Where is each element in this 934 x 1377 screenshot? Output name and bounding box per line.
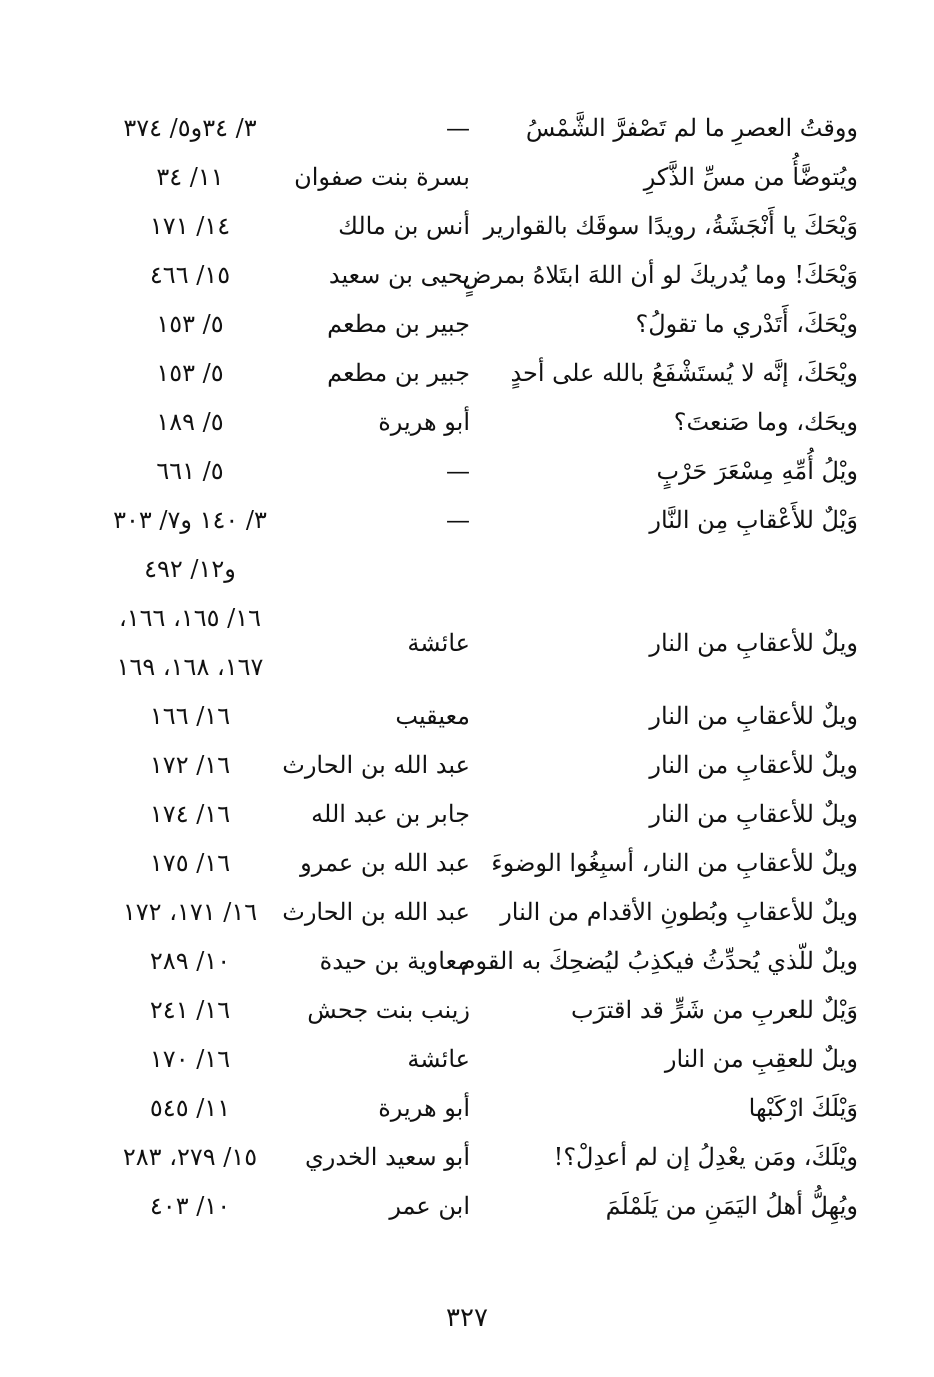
- index-row: [90, 153, 870, 202]
- narrator: جبير بن مطعم: [327, 359, 470, 387]
- hadith-phrase: ويحَك، وما صَنعتَ؟: [673, 408, 858, 436]
- hadith-phrase: ويلٌ للأعقابِ من النار، أسبِغُوا الوضوءَ: [491, 849, 858, 877]
- index-row: [90, 741, 870, 790]
- narrator: أبو هريرة: [378, 408, 470, 436]
- index-row: [90, 447, 870, 496]
- hadith-phrase: ووقتُ العصرِ ما لم تَصْفرَّ الشَّمْسُ: [525, 114, 858, 142]
- page-number: ٣٢٧: [446, 1303, 488, 1333]
- volume-page-ref-continued: ١٦٧، ١٦٨، ١٦٩: [116, 653, 264, 681]
- narrator: عبد الله بن عمرو: [300, 849, 470, 877]
- narrator: أنس بن مالك: [338, 212, 470, 240]
- index-row: [90, 300, 870, 349]
- narrator: أبو هريرة: [378, 1094, 470, 1122]
- narrator: جابر بن عبد الله: [311, 800, 470, 828]
- volume-page-ref: ١٦/ ١٧٢: [149, 751, 231, 779]
- narrator: بسرة بنت صفوان: [294, 163, 470, 191]
- index-row: [90, 888, 870, 937]
- hadith-phrase: ويْلَكَ، ومَن يعْدِلُ إن لم أعدِلْ؟!: [553, 1143, 858, 1171]
- hadith-phrase: وَيْلَكَ ارْكَبْها: [748, 1094, 858, 1122]
- volume-page-ref: ٥/ ١٨٩: [156, 408, 224, 436]
- hadith-phrase: وَيْلٌ للعربِ من شَرٍّ قد اقترَب: [570, 996, 858, 1024]
- volume-page-ref: ١٦/ ١٧٤: [149, 800, 231, 828]
- volume-page-ref: ١٦/ ١٧١، ١٧٢: [122, 898, 258, 926]
- narrator: ابن عمر: [389, 1192, 470, 1220]
- index-row: [90, 986, 870, 1035]
- index-row: [90, 937, 870, 986]
- hadith-phrase: ويلٌ للأعقابِ من النار: [649, 751, 858, 779]
- narrator: أبو سعيد الخدري: [305, 1143, 470, 1171]
- hadith-phrase: وَيْحَكَ يا أَنْجَشَةُ، رويدًا سوقَك بالقوارير: [483, 212, 858, 240]
- volume-page-ref: ١٦/ ٢٤١: [149, 996, 231, 1024]
- index-row: [90, 692, 870, 741]
- volume-page-ref: ١٥/ ٢٧٩، ٢٨٣: [122, 1143, 258, 1171]
- index-row: [90, 349, 870, 398]
- hadith-phrase: ويلٌ للأعقابِ وبُطونِ الأقدام من النار: [500, 898, 858, 926]
- narrator: معيقيب: [395, 702, 470, 730]
- hadith-index-table: [90, 104, 870, 1231]
- hadith-phrase: ويْلُ أُمِّهِ مِسْعَرَ حَرْبٍ: [656, 457, 858, 485]
- volume-page-ref: ٥/ ١٥٣: [156, 359, 224, 387]
- volume-page-ref: ٥/ ١٥٣: [156, 310, 224, 338]
- hadith-phrase: ويُتوضَّأُ من مسِّ الذَّكرِ: [643, 163, 858, 191]
- narrator: يحيى بن سعيد: [328, 261, 470, 289]
- hadith-phrase: وَيْلٌ للأَعْقابِ مِن النَّار: [649, 506, 858, 534]
- index-row: [90, 1084, 870, 1133]
- volume-page-ref: ١١/ ٣٤: [156, 163, 224, 191]
- index-row: [90, 1133, 870, 1182]
- index-row: [90, 839, 870, 888]
- volume-page-ref: ٣/ ١٤٠ و٧/ ٣٠٣: [113, 506, 267, 534]
- volume-page-ref: ١٥/ ٤٦٦: [149, 261, 231, 289]
- narrator: عبد الله بن الحارث: [282, 898, 470, 926]
- narrator: عائشة: [407, 1045, 470, 1073]
- narrator: عائشة: [407, 629, 470, 657]
- volume-page-ref: ١٠/ ٢٨٩: [149, 947, 231, 975]
- hadith-phrase: ويلٌ للّذي يُحدِّثُ فيكذِبُ ليُضحِكَ به القوم: [460, 947, 858, 975]
- index-row: [90, 104, 870, 153]
- index-row-continuation: [90, 545, 870, 594]
- narrator: —: [446, 457, 470, 485]
- narrator: معاوية بن حيدة: [319, 947, 470, 975]
- hadith-phrase: ويْحَكَ، إنَّه لا يُستَشْفَعُ بالله على أحدٍ: [510, 359, 858, 387]
- index-row: [90, 251, 870, 300]
- index-row: [90, 398, 870, 447]
- volume-page-ref-continued: و١٢/ ٤٩٢: [144, 555, 236, 583]
- hadith-phrase: ويلٌ للعقِبِ من النار: [664, 1045, 858, 1073]
- volume-page-ref: ١١/ ٥٤٥: [149, 1094, 231, 1122]
- index-row: [90, 1182, 870, 1231]
- index-row: [90, 1035, 870, 1084]
- volume-page-ref: ١٦/ ١٦٦: [149, 702, 231, 730]
- volume-page-ref: ١٠/ ٤٠٣: [149, 1192, 231, 1220]
- index-row: [90, 202, 870, 251]
- hadith-phrase: وَيْحَكَ! وما يُدريكَ لو أن اللهَ ابتَلاهُ بمرضٍ: [462, 261, 858, 289]
- index-row: [90, 594, 870, 657]
- narrator: جبير بن مطعم: [327, 310, 470, 338]
- volume-page-ref: ١٦/ ١٧٠: [149, 1045, 231, 1073]
- volume-page-ref: ١٤/ ١٧١: [149, 212, 231, 240]
- volume-page-ref: ١٦/ ١٦٥، ١٦٦،: [119, 604, 261, 632]
- hadith-phrase: ويلٌ للأعقابِ من النار: [649, 800, 858, 828]
- narrator: زينب بنت جحش: [307, 996, 470, 1024]
- hadith-phrase: ويُهِلُّ أهلُ اليَمَنِ من يَلَمْلَمَ: [605, 1192, 858, 1220]
- hadith-phrase: ويلٌ للأعقابِ من النار: [649, 629, 858, 657]
- volume-page-ref: ٥/ ٦٦١: [156, 457, 224, 485]
- index-row: [90, 790, 870, 839]
- hadith-phrase: ويلٌ للأعقابِ من النار: [649, 702, 858, 730]
- volume-page-ref: ٣/ ٣٤و٥/ ٣٧٤: [123, 114, 257, 142]
- narrator: —: [446, 114, 470, 142]
- hadith-phrase: ويْحَكَ، أَتَدْري ما تقولُ؟: [635, 310, 858, 338]
- narrator: —: [446, 506, 470, 534]
- narrator: عبد الله بن الحارث: [282, 751, 470, 779]
- index-row-continuation: [90, 643, 870, 692]
- index-row: [90, 496, 870, 545]
- volume-page-ref: ١٦/ ١٧٥: [149, 849, 231, 877]
